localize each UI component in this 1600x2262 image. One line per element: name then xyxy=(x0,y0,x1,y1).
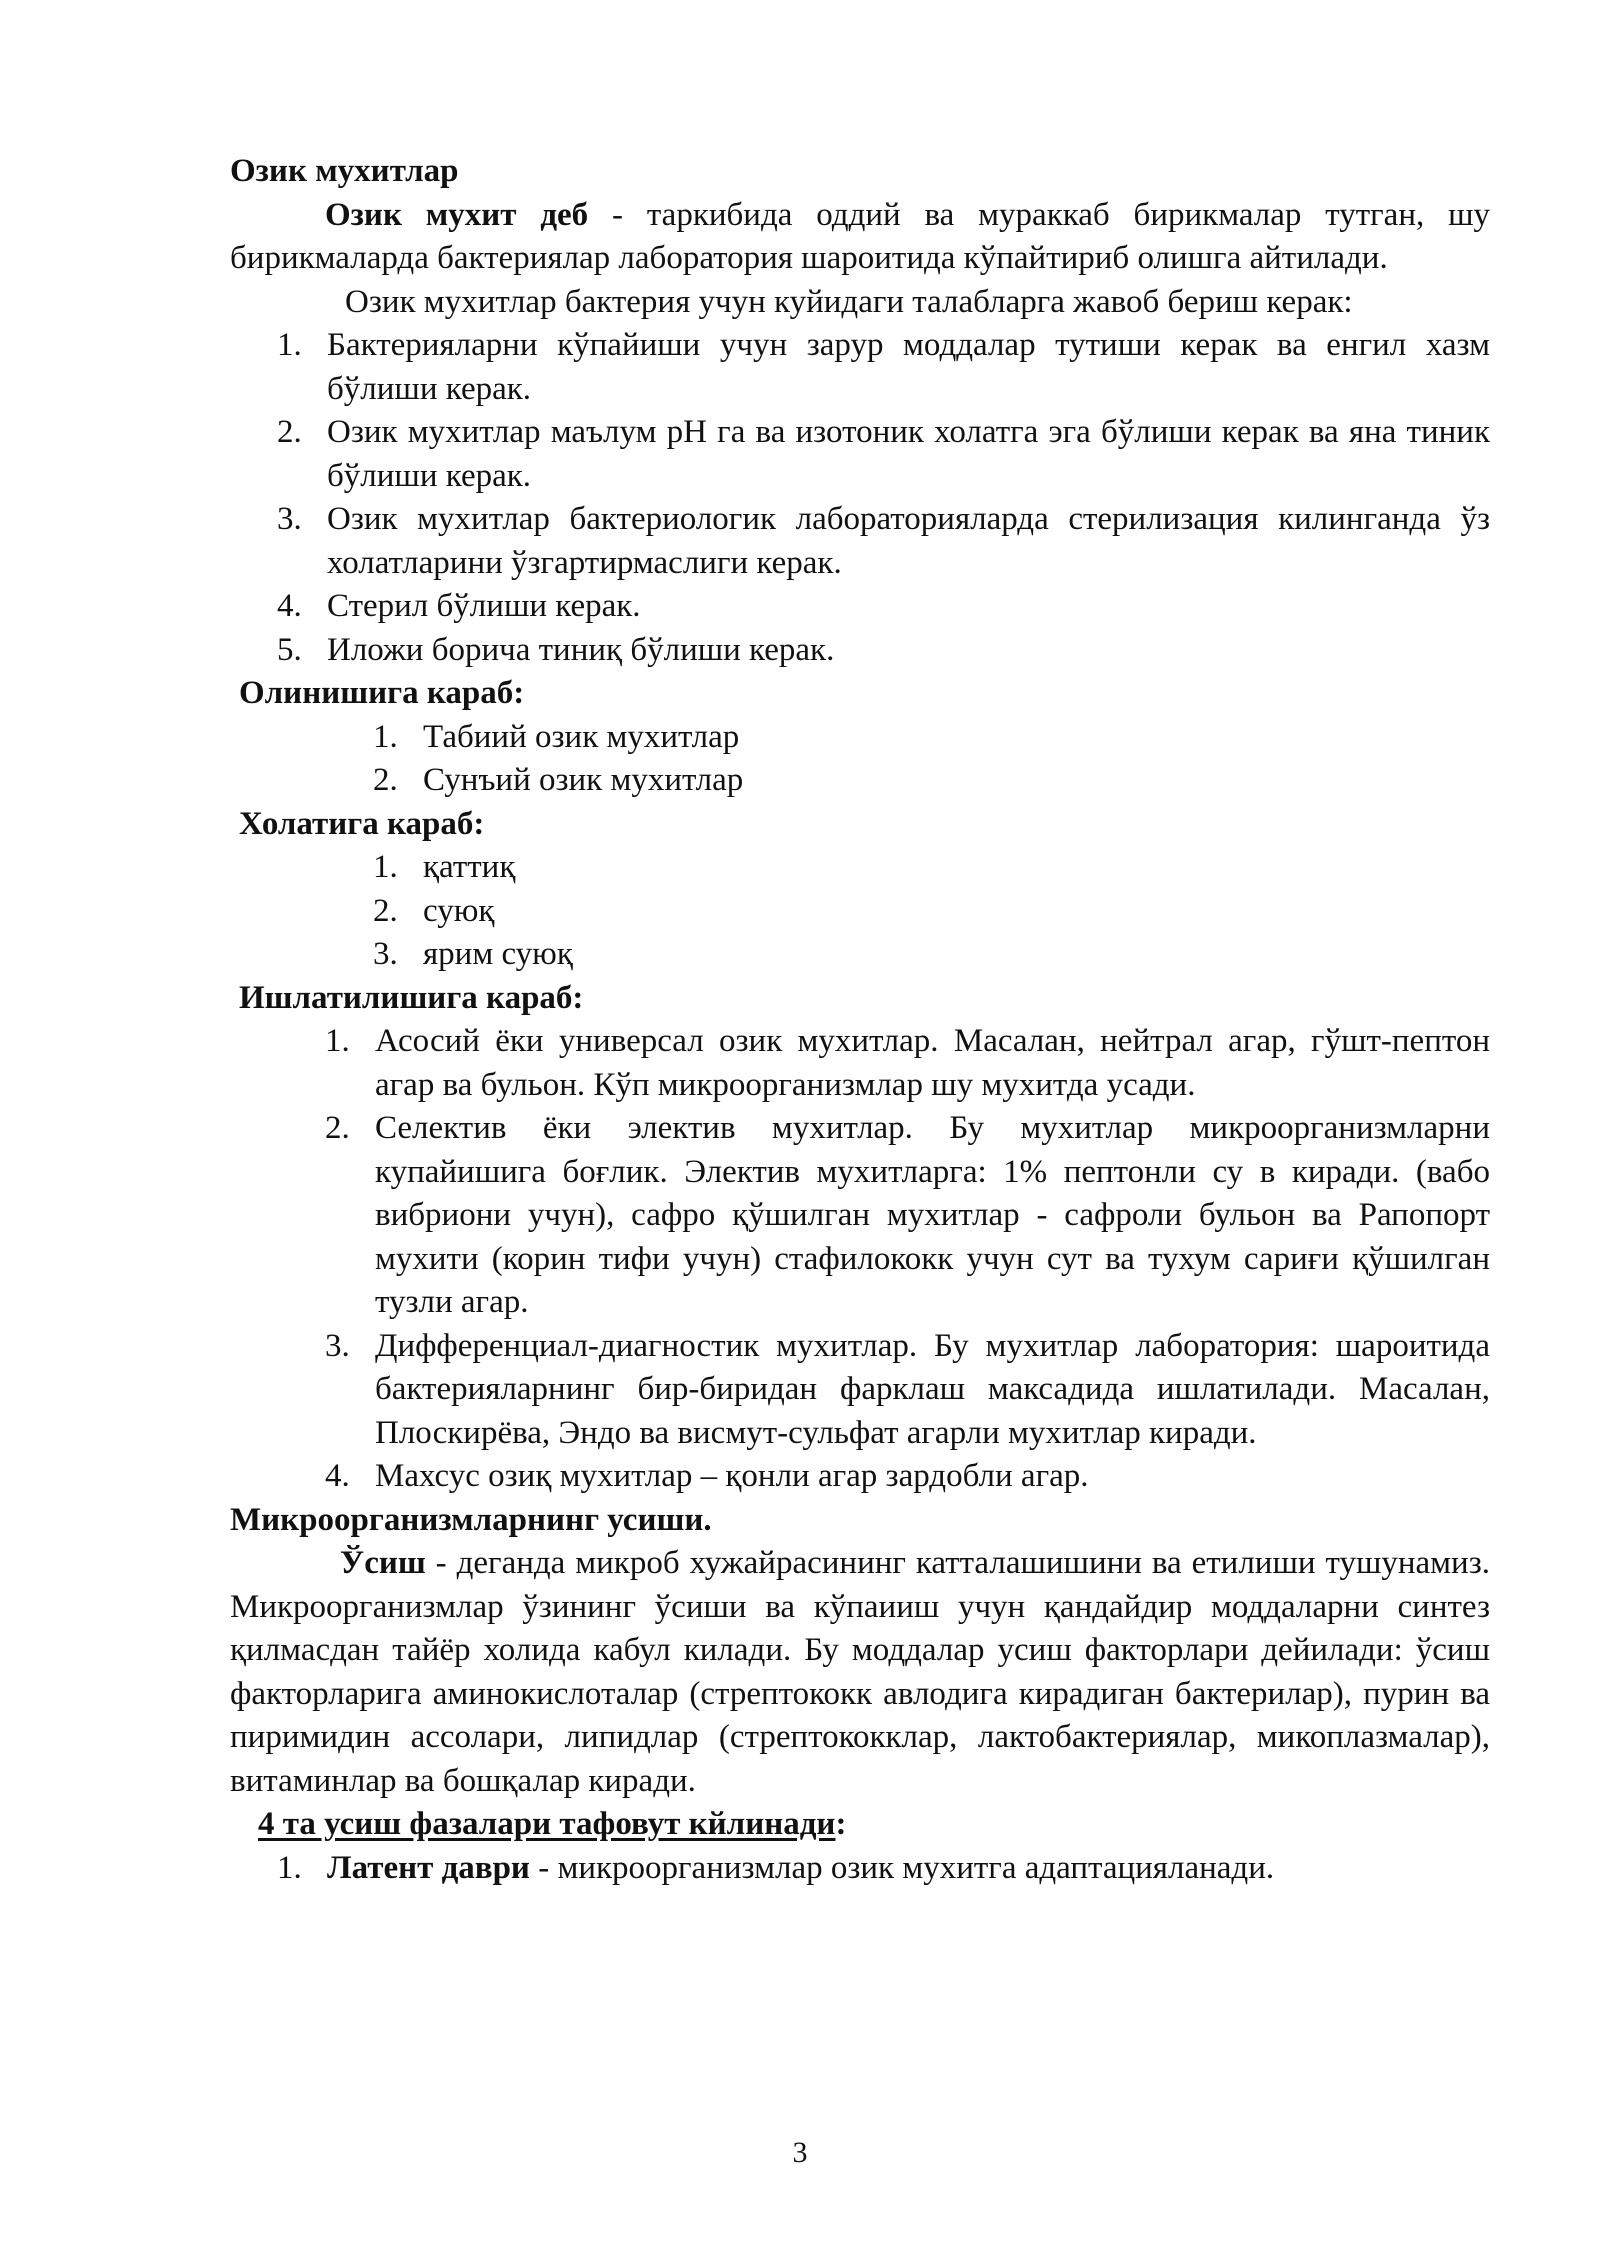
list-item: 3. Дифференциал-диагностик мухитлар. Бу мухитлар лаборатория: шароитида бактерияларнинг бир-биридан фарклаш максадида ишлатилади. Масалан, Плоскирёва, Эндо ва висмут-сульфат агарли мухитлар киради. xyxy=(325,1327,1490,1451)
list-item: 2. Озик мухитлар маълум pH га ва изотоник холатга эга бўлиши керак ва яна тиник бўлиши керак. xyxy=(277,414,1490,494)
list-item: 1. Латент даври - микроорганизмлар озик мухитга адаптацияланади. xyxy=(277,1849,1275,1886)
origin-list xyxy=(230,716,1490,803)
list-item: 4. Стерил бўлиши керак. xyxy=(277,588,641,624)
list-item: 1. қаттиқ xyxy=(373,849,516,885)
section-heading-origin: Олинишига караб: xyxy=(239,675,525,711)
definition-paragraph xyxy=(230,194,1490,281)
list-item: 2. Селектив ёки электив мухитлар. Бу мухитлар микроорганизмларни купайишига боғлик. Электив мухитларга: 1% пептонли су в киради. (вабо вибриони учун), сафро қўшилган мухитлар - сафроли бульон ва Рапопорт мухити (корин тифи учун) стафилококк учун сут ва тухум сариғи қўшилган тузли агар. xyxy=(325,1110,1490,1320)
section-heading-state: Холатига караб: xyxy=(239,805,485,842)
page-title: Озик мухитлар xyxy=(230,153,459,189)
list-item: 1. Табиий озик мухитлар xyxy=(373,718,740,755)
list-item: 4. Махсус озиқ мухитлар – қонли агар зардобли агар. xyxy=(325,1458,1089,1494)
definition-text: - таркибида оддий ва мураккаб бирикмалар тутган, шу бирикмаларда бактериялар лаборатория шароитида кўпайтириб олишга айтилади. xyxy=(230,196,1490,276)
list-item: 1. Асосий ёки универсал озик мухитлар. Масалан, нейтрал агар, гўшт-пептон агар ва бульон. Кўп микроорганизмлар шу мухитда усади. xyxy=(325,1023,1490,1103)
list-item: 2. Сунъий озик мухитлар xyxy=(373,762,744,798)
list-item: 2. суюқ xyxy=(373,892,495,929)
phases-heading: 4 та усиш фазалари тафовут кйлинади: xyxy=(258,1806,847,1842)
definition-term: Озик мухит деб xyxy=(325,196,589,233)
growth-term: Ўсиш xyxy=(340,1545,426,1581)
list-item: 3. Озик мухитлар бактериологик лабораторияларда стерилизация килинганда ўз холатларини ўзгартирмаслиги керак. xyxy=(277,501,1490,581)
document-page xyxy=(230,150,1490,1890)
list-item: 1. Бактерияларни кўпайиши учун зарур моддалар тутиши керак ва енгил хазм бўлиши керак. xyxy=(277,327,1490,407)
list-item: 5. Иложи борича тиниқ бўлиши керак. xyxy=(277,631,835,668)
requirements-intro: Озик мухитлар бактерия учун куйидаги талабларга жавоб бериш керак: xyxy=(345,283,1353,320)
requirements-list xyxy=(230,324,1490,672)
use-list xyxy=(230,1020,1490,1499)
phases-list xyxy=(230,1847,1490,1891)
state-list xyxy=(230,846,1490,977)
list-item: 3. ярим суюқ xyxy=(373,936,573,972)
section-heading-growth: Микроорганизмларнинг усиши. xyxy=(230,1501,712,1538)
section-heading-use: Ишлатилишига караб: xyxy=(239,979,584,1016)
page-number: 3 xyxy=(792,2136,808,2169)
growth-paragraph xyxy=(230,1542,1490,1803)
growth-text: - деганда микроб хужайрасининг катталашишини ва етилиши тушунамиз. Микроорганизмлар ўзининг ўсиши ва кўпаииш учун қандайдир моддаларни синтез қилмасдан тайёр холида кабул килади. Бу моддалар усиш факторлари дейилади: ўсиш факторларига аминокислоталар (стрептококк авлодига кирадиган бактерилар), пурин ва пиримидин ассолари, липидлар (стрептококклар, лактобактериялар, микоплазмалар), витаминлар ва бошқалар киради. xyxy=(230,1545,1490,1799)
